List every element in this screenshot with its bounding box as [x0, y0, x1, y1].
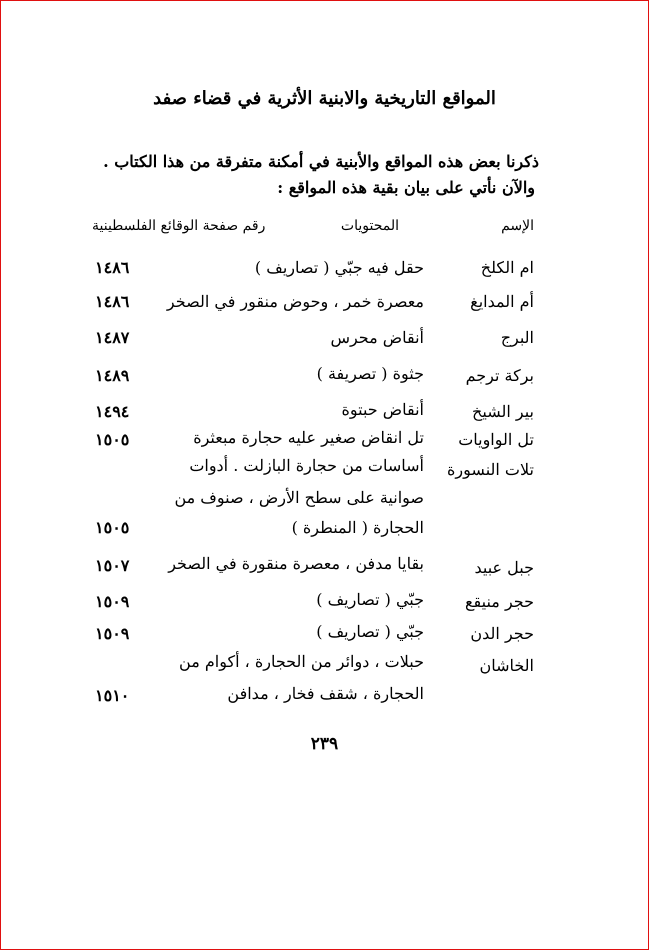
row-ref: ١٥٠٩	[95, 592, 130, 611]
row-name: تل الواويات	[458, 430, 534, 449]
row-content-line: حبلات ، دوائر من الحجارة ، أكوام من	[179, 652, 424, 671]
row-content: معصرة خمر ، وحوض منقور في الصخر	[166, 292, 424, 311]
row-content: جبّي ( تصاريف )	[316, 590, 424, 609]
intro-line-1: ذكرنا بعض هذه المواقع والأبنية في أمكنة متفرقة من هذا الكتاب .	[103, 152, 539, 171]
row-ref: ١٤٨٧	[95, 328, 130, 347]
row-name: جبل عبيد	[474, 558, 534, 577]
row-ref: ١٤٨٦	[95, 292, 130, 311]
row-ref: ١٤٨٦	[95, 258, 130, 277]
row-content-line: الحجارة ، شقف فخار ، مدافن	[227, 684, 424, 703]
row-content: أنقاض حبتوة	[341, 400, 424, 419]
row-content-line: الحجارة ( المنطرة )	[291, 518, 424, 537]
row-content: بقايا مدفن ، معصرة منقورة في الصخر	[168, 554, 424, 573]
row-name: بركة ترجم	[465, 366, 534, 385]
row-name: أم المدايغ	[470, 292, 534, 311]
row-name: تلات النسورة	[447, 460, 534, 479]
row-content: أنقاض محرس	[330, 328, 424, 347]
row-content: تل انقاض صغير عليه حجارة مبعثرة	[193, 428, 424, 447]
page-number: ٢٣٩	[310, 734, 339, 754]
header-name: الإسم	[501, 218, 534, 234]
row-name: البرج	[500, 328, 534, 347]
row-content: جثوة ( تصريفة )	[316, 364, 424, 383]
row-ref: ١٥٠٥	[95, 430, 130, 449]
row-content: حقل فيه جبّي ( تصاريف )	[254, 258, 424, 277]
intro-line-2: والآن نأتي على بيان بقية هذه المواقع :	[277, 178, 535, 197]
page-title: المواقع التاريخية والابنية الأثرية في قضاء صفد	[153, 88, 496, 109]
row-name: حجر منيقع	[465, 592, 534, 611]
row-name: الخاشان	[479, 656, 534, 675]
row-content-line: أساسات من حجارة البازلت . أدوات	[189, 456, 424, 475]
row-ref: ١٥٠٩	[95, 624, 130, 643]
row-ref: ١٥٠٧	[95, 556, 130, 575]
header-ref: رقم صفحة الوقائع الفلسطينية	[92, 218, 266, 234]
row-ref: ١٤٨٩	[95, 366, 130, 385]
header-contents: المحتويات	[340, 218, 399, 234]
row-content-line: صوانية على سطح الأرض ، صنوف من	[174, 488, 424, 507]
row-name: بير الشيخ	[472, 402, 534, 421]
row-ref: ١٥٠٥	[95, 518, 130, 537]
row-content: جبّي ( تصاريف )	[316, 622, 424, 641]
row-name: حجر الدن	[470, 624, 534, 643]
row-ref: ١٤٩٤	[95, 402, 130, 421]
row-ref: ١٥١٠	[95, 686, 130, 705]
row-name: ام الكلخ	[480, 258, 534, 277]
